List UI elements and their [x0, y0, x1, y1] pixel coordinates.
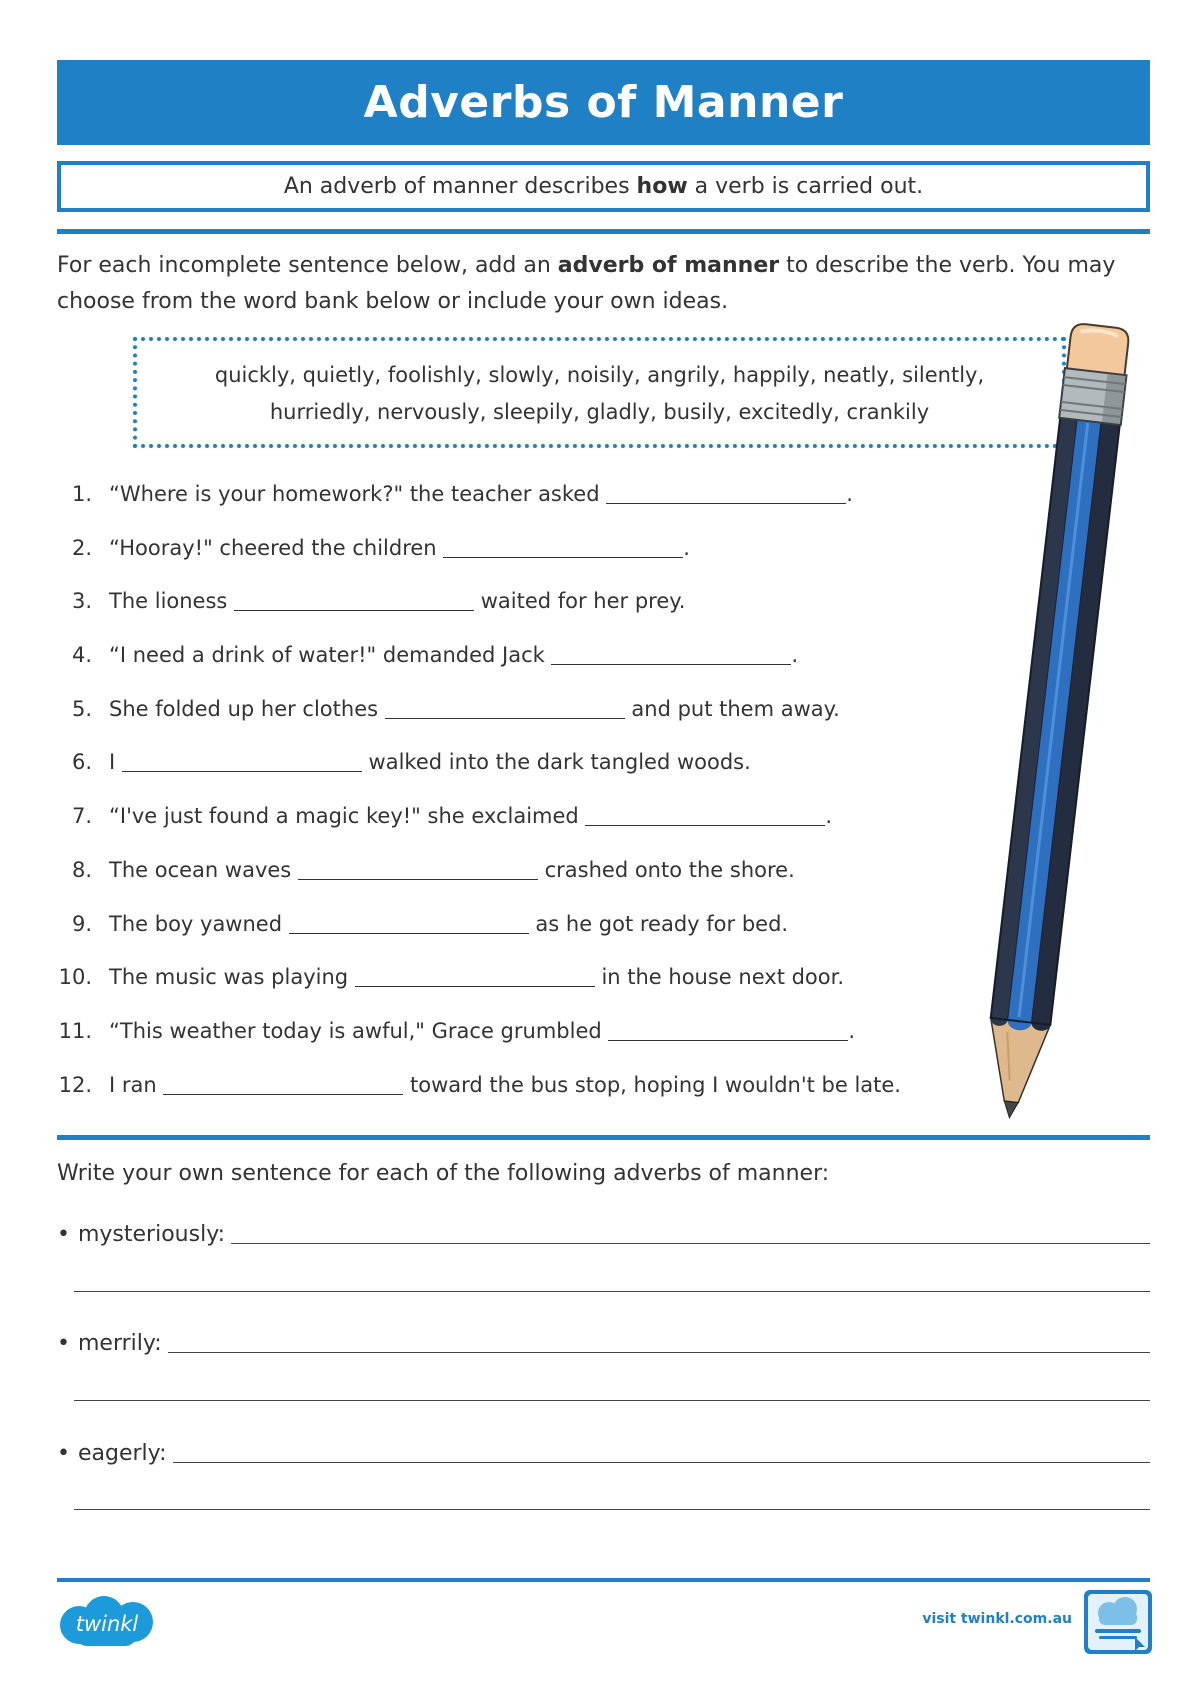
writing-item [57, 1330, 1150, 1358]
item-number: 10. [58, 965, 92, 990]
sentence-list [0, 468, 1000, 1112]
word-bank-line-1: quickly, quietly, foolishly, slowly, noisily, angrily, happily, neatly, silently, [214, 363, 985, 387]
item-number: 12. [58, 1072, 92, 1097]
sentence-item [0, 951, 1000, 1005]
answer-blank[interactable] [585, 809, 825, 826]
item-number: 2. [71, 535, 92, 560]
sentence-item [0, 1059, 1000, 1113]
sentence-end: crashed onto the shore. [537, 857, 795, 882]
sentence-item [0, 629, 1000, 683]
sentence-end: . [791, 643, 799, 668]
sentence-item [0, 1005, 1000, 1059]
sentence-item [0, 898, 1000, 952]
sentence-start: “This weather today is awful," Grace grumbled [109, 1018, 609, 1043]
answer-blank[interactable] [608, 1024, 848, 1041]
adverb-label: eagerly: [77, 1441, 167, 1466]
answer-line[interactable] [74, 1509, 1150, 1510]
word-bank [133, 337, 1066, 448]
divider-footer [57, 1578, 1150, 1582]
answer-line[interactable] [74, 1291, 1150, 1292]
title-banner [57, 60, 1150, 145]
sentence-start: “I need a drink of water!" demanded Jack [109, 643, 552, 668]
sentence-start: The ocean waves [109, 857, 298, 882]
answer-blank[interactable] [443, 541, 683, 558]
sentence-item [0, 683, 1000, 737]
sentence-start: The boy yawned [109, 911, 289, 936]
answer-blank[interactable] [234, 594, 474, 611]
sentence-end: as he got ready for bed. [528, 911, 789, 936]
sentence-end: . [846, 482, 853, 506]
sentence-item [0, 575, 1000, 629]
answer-blank[interactable] [355, 970, 595, 987]
sentence-end: toward the bus stop, hoping I wouldn't be late. [403, 1072, 901, 1097]
answer-blank[interactable] [122, 755, 362, 772]
answer-line[interactable] [173, 1462, 1151, 1463]
quality-badge-icon [1083, 1589, 1153, 1655]
sentence-end: walked into the dark tangled woods. [361, 750, 751, 775]
definition-box [57, 161, 1150, 212]
answer-line[interactable] [231, 1243, 1150, 1244]
item-number: 9. [71, 911, 92, 936]
sentence-start: “Hooray!" cheered the children [109, 535, 444, 560]
bullet: • [57, 1222, 70, 1247]
pencil-icon [940, 290, 1170, 1140]
answer-blank[interactable] [385, 702, 625, 719]
item-number: 5. [71, 696, 92, 721]
writing-item [57, 1440, 1150, 1468]
bullet: • [57, 1331, 70, 1356]
bullet: • [57, 1441, 70, 1466]
sentence-item [0, 468, 1000, 522]
sentence-start: I ran [109, 1072, 164, 1097]
word-bank-line-2: hurriedly, nervously, sleepily, gladly, busily, excitedly, crankily [269, 400, 930, 424]
sentence-end: waited for her prey. [474, 589, 686, 614]
page-title: Adverbs of Manner [363, 77, 844, 128]
sentence-end: in the house next door. [594, 965, 845, 990]
adverb-label: mysteriously: [77, 1222, 226, 1247]
answer-blank[interactable] [163, 1078, 403, 1095]
answer-blank[interactable] [606, 487, 846, 504]
sentence-start: “Where is your homework?" the teacher asked [109, 482, 607, 506]
website-link[interactable]: visit twinkl.com.au [922, 1611, 1072, 1627]
item-number: 7. [71, 804, 92, 829]
twinkl-logo-icon[interactable] [57, 1594, 157, 1648]
sentence-item [0, 844, 1000, 898]
item-number: 8. [71, 857, 92, 882]
sentence-end: . [848, 1018, 856, 1043]
answer-blank[interactable] [551, 648, 791, 665]
sentence-item [0, 522, 1000, 576]
sentence-end: . [683, 535, 690, 560]
sentence-start: She folded up her clothes [109, 696, 385, 721]
answer-blank[interactable] [289, 917, 529, 934]
instructions-emphasis: adverb of manner [557, 253, 780, 278]
sentence-start: I [109, 750, 122, 775]
answer-blank[interactable] [298, 863, 538, 880]
divider-top [57, 229, 1150, 234]
sentence-start: “I've just found a magic key!" she exclaimed [109, 804, 586, 829]
instructions-text-start: For each incomplete sentence below, add an [57, 253, 558, 278]
sentence-start: The music was playing [109, 965, 355, 990]
item-number: 4. [71, 643, 92, 668]
instructions-text-end: to describe the verb. You may [779, 253, 1116, 278]
instructions-line-2: choose from the word bank below or include your own ideas. [57, 289, 729, 314]
definition-text-start: An adverb of manner describes [283, 174, 637, 199]
writing-item [57, 1221, 1150, 1249]
answer-line[interactable] [168, 1352, 1150, 1353]
item-number: 3. [71, 589, 92, 614]
sentence-start: The lioness [109, 589, 235, 614]
sentence-item [0, 790, 1000, 844]
definition-emphasis: how [636, 174, 688, 199]
adverb-label: merrily: [77, 1331, 162, 1356]
sentence-item [0, 736, 1000, 790]
definition-text-end: a verb is carried out. [687, 174, 924, 199]
item-number: 1. [71, 482, 92, 506]
sentence-end: and put them away. [624, 696, 840, 721]
writing-prompt: Write your own sentence for each of the following adverbs of manner: [57, 1161, 830, 1186]
answer-line[interactable] [74, 1400, 1150, 1401]
item-number: 6. [71, 750, 92, 775]
sentence-end: . [825, 804, 833, 829]
logo-text: twinkl [75, 1612, 139, 1636]
item-number: 11. [58, 1018, 92, 1043]
